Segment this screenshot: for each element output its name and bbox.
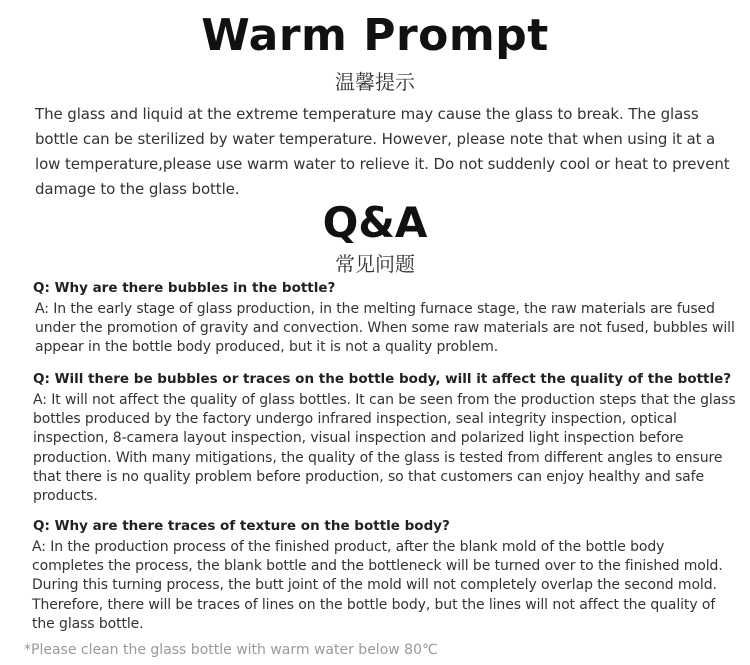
- qa-item-quality: [33, 369, 738, 506]
- question: Q: Will there be bubbles or traces on the bottle body, will it affect the quality of the bottle?: [33, 371, 732, 387]
- question: Q: Why are there traces of texture on the bottle body?: [33, 518, 450, 534]
- qa-title: Q&A: [322, 198, 428, 247]
- answer: A: In the early stage of glass production, in the melting furnace stage, the raw materials are fused under the promotion of gravity and convection. When some raw materials are not fused, bubbles will appear in the bottle body produced, but it is not a quality problem.: [35, 301, 735, 356]
- qa-subtitle: 常见问题: [335, 252, 415, 276]
- warm-prompt-text: The glass and liquid at the extreme temperature may cause the glass to break. The glass bottle can be sterilized by water temperature. However, please note that when using it at a low temperature,please use warm water to relieve it. Do not suddenly cool or heat to prevent damage to the glass bottle.: [35, 105, 730, 198]
- answer: A: It will not affect the quality of glass bottles. It can be seen from the production steps that the glass bottles produced by the factory undergo infrared inspection, seal integrity inspection, optical inspection, 8-camera layout inspection, visual inspection and polarized light inspection before production. With many mitigations, the quality of the glass is tested from different angles to ensure that there is no quality problem before production, so that customers can enjoy healthy and safe products.: [33, 392, 736, 505]
- page-subtitle: 温馨提示: [335, 70, 415, 94]
- question: Q: Why are there bubbles in the bottle?: [33, 280, 336, 296]
- footer-note: *Please clean the glass bottle with warm water below 80℃: [24, 642, 438, 658]
- answer: A: In the production process of the finished product, after the blank mold of the bottle body completes the process, the blank bottle and the bottleneck will be turned over to the finished mold. During this turning process, the butt joint of the mold will not completely overlap the second mold. Therefore, there will be traces of lines on the bottle body, but the lines will not affect the quality of the glass bottle.: [32, 539, 723, 632]
- qa-item-texture: [33, 516, 738, 634]
- qa-item-bubbles: [33, 278, 738, 358]
- page-title: Warm Prompt: [201, 10, 549, 61]
